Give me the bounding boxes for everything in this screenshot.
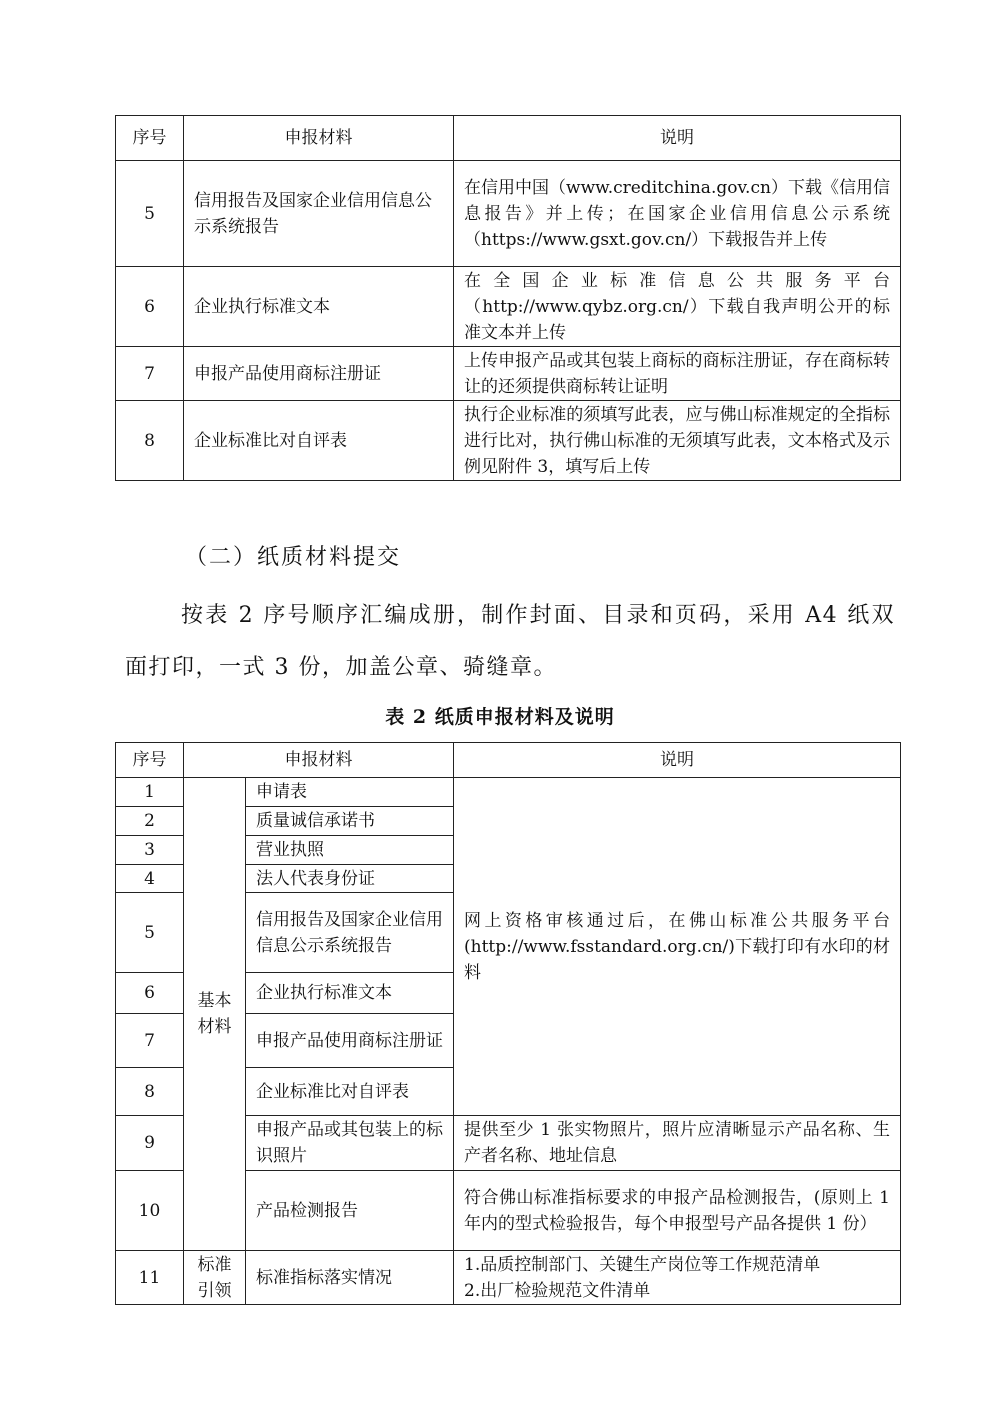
header-material: 申报材料 <box>184 116 454 161</box>
row-desc: 在全国企业标准信息公共服务平台（http://www.qybz.org.cn/）下载自我声明公开的标准文本并上传 <box>454 267 901 347</box>
desc-line: 1.品质控制部门、关键生产岗位等工作规范清单 <box>464 1254 821 1275</box>
row-desc: 在信用中国（www.creditchina.gov.cn）下载《信用信息报告》并上传；在国家企业信用信息公示系统（https://www.gsxt.gov.cn/）下载报告并上传 <box>454 161 901 267</box>
desc-line: 2.出厂检验规范文件清单 <box>464 1280 651 1301</box>
row-material: 企业执行标准文本 <box>184 267 454 347</box>
row-material: 产品检测报告 <box>246 1171 454 1251</box>
header-no: 序号 <box>116 116 184 161</box>
row-no: 10 <box>116 1171 184 1251</box>
table-row <box>116 267 901 347</box>
row-desc: 执行企业标准的须填写此表，应与佛山标准规定的全指标进行比对，执行佛山标准的无须填写此表，文本格式及示例见附件 3，填写后上传 <box>454 401 901 481</box>
row-desc <box>454 1251 901 1305</box>
row-material: 企业标准比对自评表 <box>184 401 454 481</box>
row-no: 6 <box>116 973 184 1014</box>
section-heading: （二）纸质材料提交 <box>185 545 402 570</box>
row-material: 申请表 <box>246 778 454 807</box>
row-desc: 上传申报产品或其包装上商标的商标注册证，存在商标转让的还须提供商标转让证明 <box>454 347 901 401</box>
header-desc: 说明 <box>454 116 901 161</box>
row-material: 营业执照 <box>246 836 454 865</box>
body-paragraph: 按表 2 序号顺序汇编成册，制作封面、目录和页码，采用 A4 纸双面打印，一式 3 份，加盖公章、骑缝章。 <box>125 603 895 680</box>
row-no: 5 <box>116 893 184 973</box>
row-no: 5 <box>116 161 184 267</box>
row-no: 8 <box>116 401 184 481</box>
header-material: 申报材料 <box>184 743 454 778</box>
row-material: 企业标准比对自评表 <box>246 1068 454 1116</box>
row-no: 8 <box>116 1068 184 1116</box>
row-material: 信用报告及国家企业信用信息公示系统报告 <box>246 893 454 973</box>
row-material: 标准指标落实情况 <box>246 1251 454 1305</box>
table-header-row <box>116 116 901 161</box>
row-material: 申报产品或其包装上的标识照片 <box>246 1116 454 1171</box>
row-no: 3 <box>116 836 184 865</box>
materials-table-online <box>115 115 901 481</box>
shared-desc: 网上资格审核通过后，在佛山标准公共服务平台(http://www.fsstandard.org.cn/)下载打印有水印的材料 <box>454 778 901 1116</box>
table-row <box>116 161 901 267</box>
table-caption: 表 2 纸质申报材料及说明 <box>385 706 615 728</box>
group-standard-label: 标准引领 <box>184 1251 246 1305</box>
row-material: 申报产品使用商标注册证 <box>184 347 454 401</box>
row-material: 质量诚信承诺书 <box>246 807 454 836</box>
row-no: 7 <box>116 347 184 401</box>
header-desc: 说明 <box>454 743 901 778</box>
table-row <box>116 778 901 807</box>
table-header-row <box>116 743 901 778</box>
row-no: 6 <box>116 267 184 347</box>
row-material: 信用报告及国家企业信用信息公示系统报告 <box>184 161 454 267</box>
row-desc: 提供至少 1 张实物照片，照片应清晰显示产品名称、生产者名称、地址信息 <box>454 1116 901 1171</box>
table-row <box>116 347 901 401</box>
row-material: 企业执行标准文本 <box>246 973 454 1014</box>
header-no: 序号 <box>116 743 184 778</box>
materials-table-paper <box>115 742 901 1305</box>
table-row <box>116 1251 901 1305</box>
row-no: 11 <box>116 1251 184 1305</box>
table-row <box>116 401 901 481</box>
row-material: 申报产品使用商标注册证 <box>246 1014 454 1068</box>
row-material: 法人代表身份证 <box>246 865 454 893</box>
row-no: 1 <box>116 778 184 807</box>
row-no: 4 <box>116 865 184 893</box>
row-no: 7 <box>116 1014 184 1068</box>
row-desc: 符合佛山标准指标要求的申报产品检测报告，(原则上 1 年内的型式检验报告，每个申报型号产品各提供 1 份） <box>454 1171 901 1251</box>
row-no: 9 <box>116 1116 184 1171</box>
row-no: 2 <box>116 807 184 836</box>
group-basic-label: 基本材料 <box>184 778 246 1251</box>
